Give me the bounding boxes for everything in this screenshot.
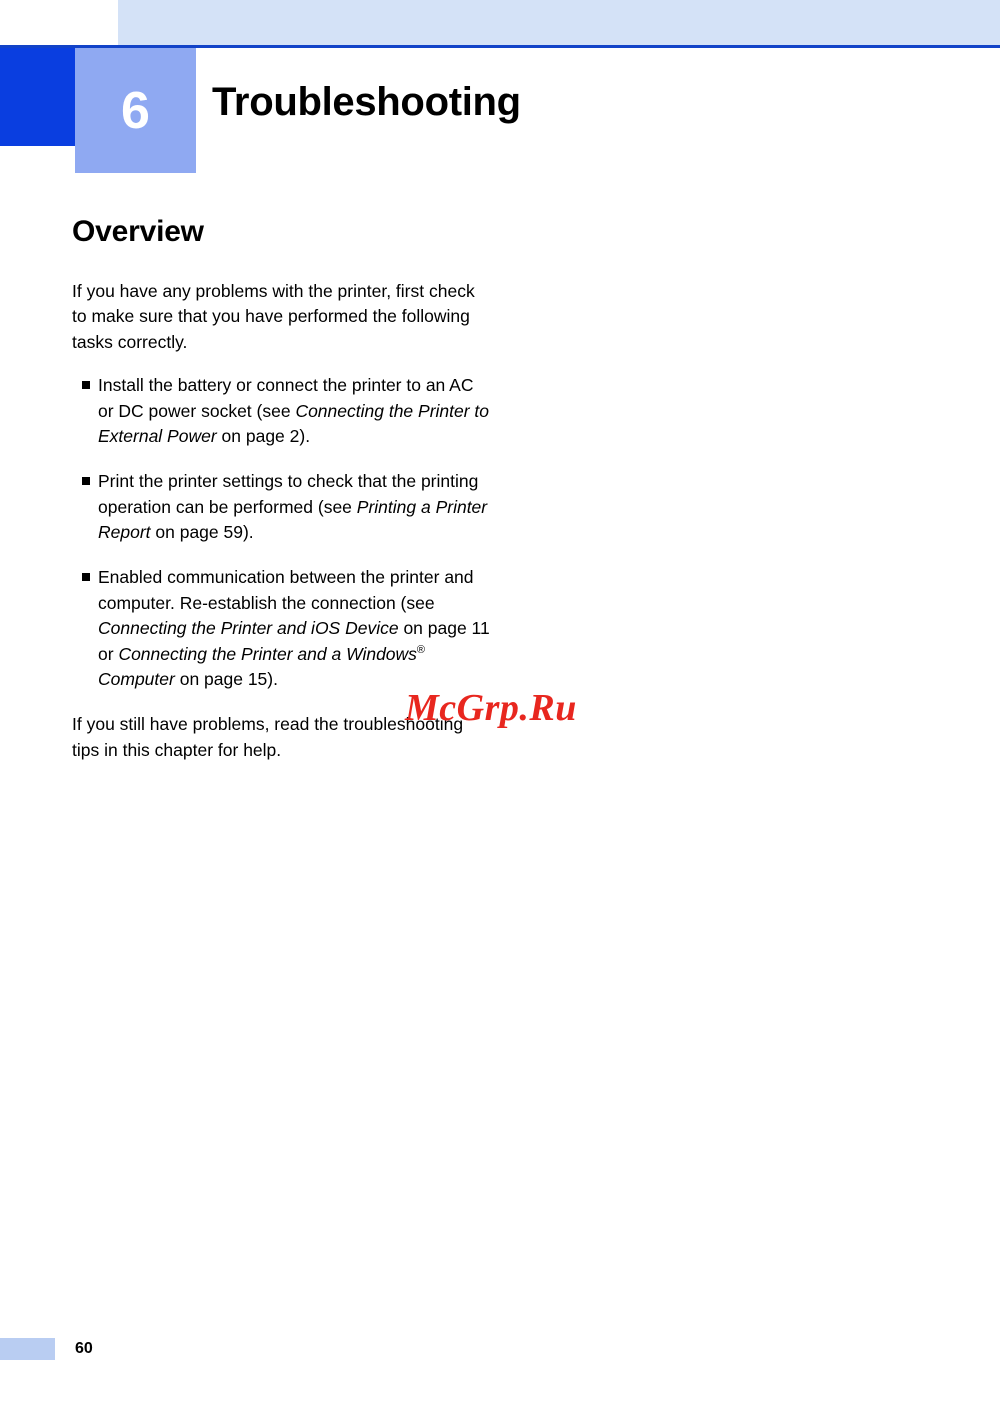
watermark: McGrp.Ru [405, 687, 577, 729]
header-band-left-notch [0, 0, 118, 45]
bullet-square-icon [82, 573, 90, 581]
bullet-text-part2: on page 59). [150, 522, 254, 542]
list-item [72, 373, 492, 449]
closing-paragraph: If you still have problems, read the troubleshooting tips in this chapter for help. [72, 714, 464, 760]
footer-tab [0, 1338, 55, 1360]
bullet-text-part2: on page 11 or [98, 618, 490, 664]
bullet-text-part1: Enabled communication between the printer and computer. Re-establish the connection (see [98, 567, 474, 613]
chapter-number: 6 [75, 48, 196, 173]
chapter-side-tab [0, 48, 75, 146]
bullet-text-part1: Install the battery or connect the printer to an AC or DC power socket (see [98, 375, 474, 421]
cross-reference-link-secondary-tail[interactable]: Computer [98, 668, 175, 689]
chapter-title: Troubleshooting [212, 80, 521, 124]
registered-trademark-symbol: ® [416, 643, 426, 656]
intro-paragraph: If you have any problems with the printer, first check to make sure that you have performed the following tasks correctly. [72, 281, 475, 352]
bullet-square-icon [82, 477, 90, 485]
page-number: 60 [75, 1340, 93, 1357]
bullet-square-icon [82, 381, 90, 389]
cross-reference-link[interactable]: Connecting the Printer to External Power [98, 400, 490, 446]
cross-reference-link-secondary[interactable]: Connecting the Printer and a Windows [118, 643, 417, 664]
bullet-text-part1: Print the printer settings to check that the printing operation can be performed (see [98, 471, 479, 517]
section-heading: Overview [72, 215, 204, 248]
list-item [72, 469, 492, 545]
bullet-text-part2: on page 2). [216, 425, 311, 446]
cross-reference-link[interactable]: Connecting the Printer and iOS Device [98, 618, 399, 639]
header-band [0, 0, 1000, 45]
task-checklist [72, 373, 492, 692]
bullet-text-part3: on page 15). [174, 668, 278, 689]
list-item [72, 565, 492, 692]
cross-reference-link[interactable]: Printing a Printer Report [98, 496, 488, 542]
